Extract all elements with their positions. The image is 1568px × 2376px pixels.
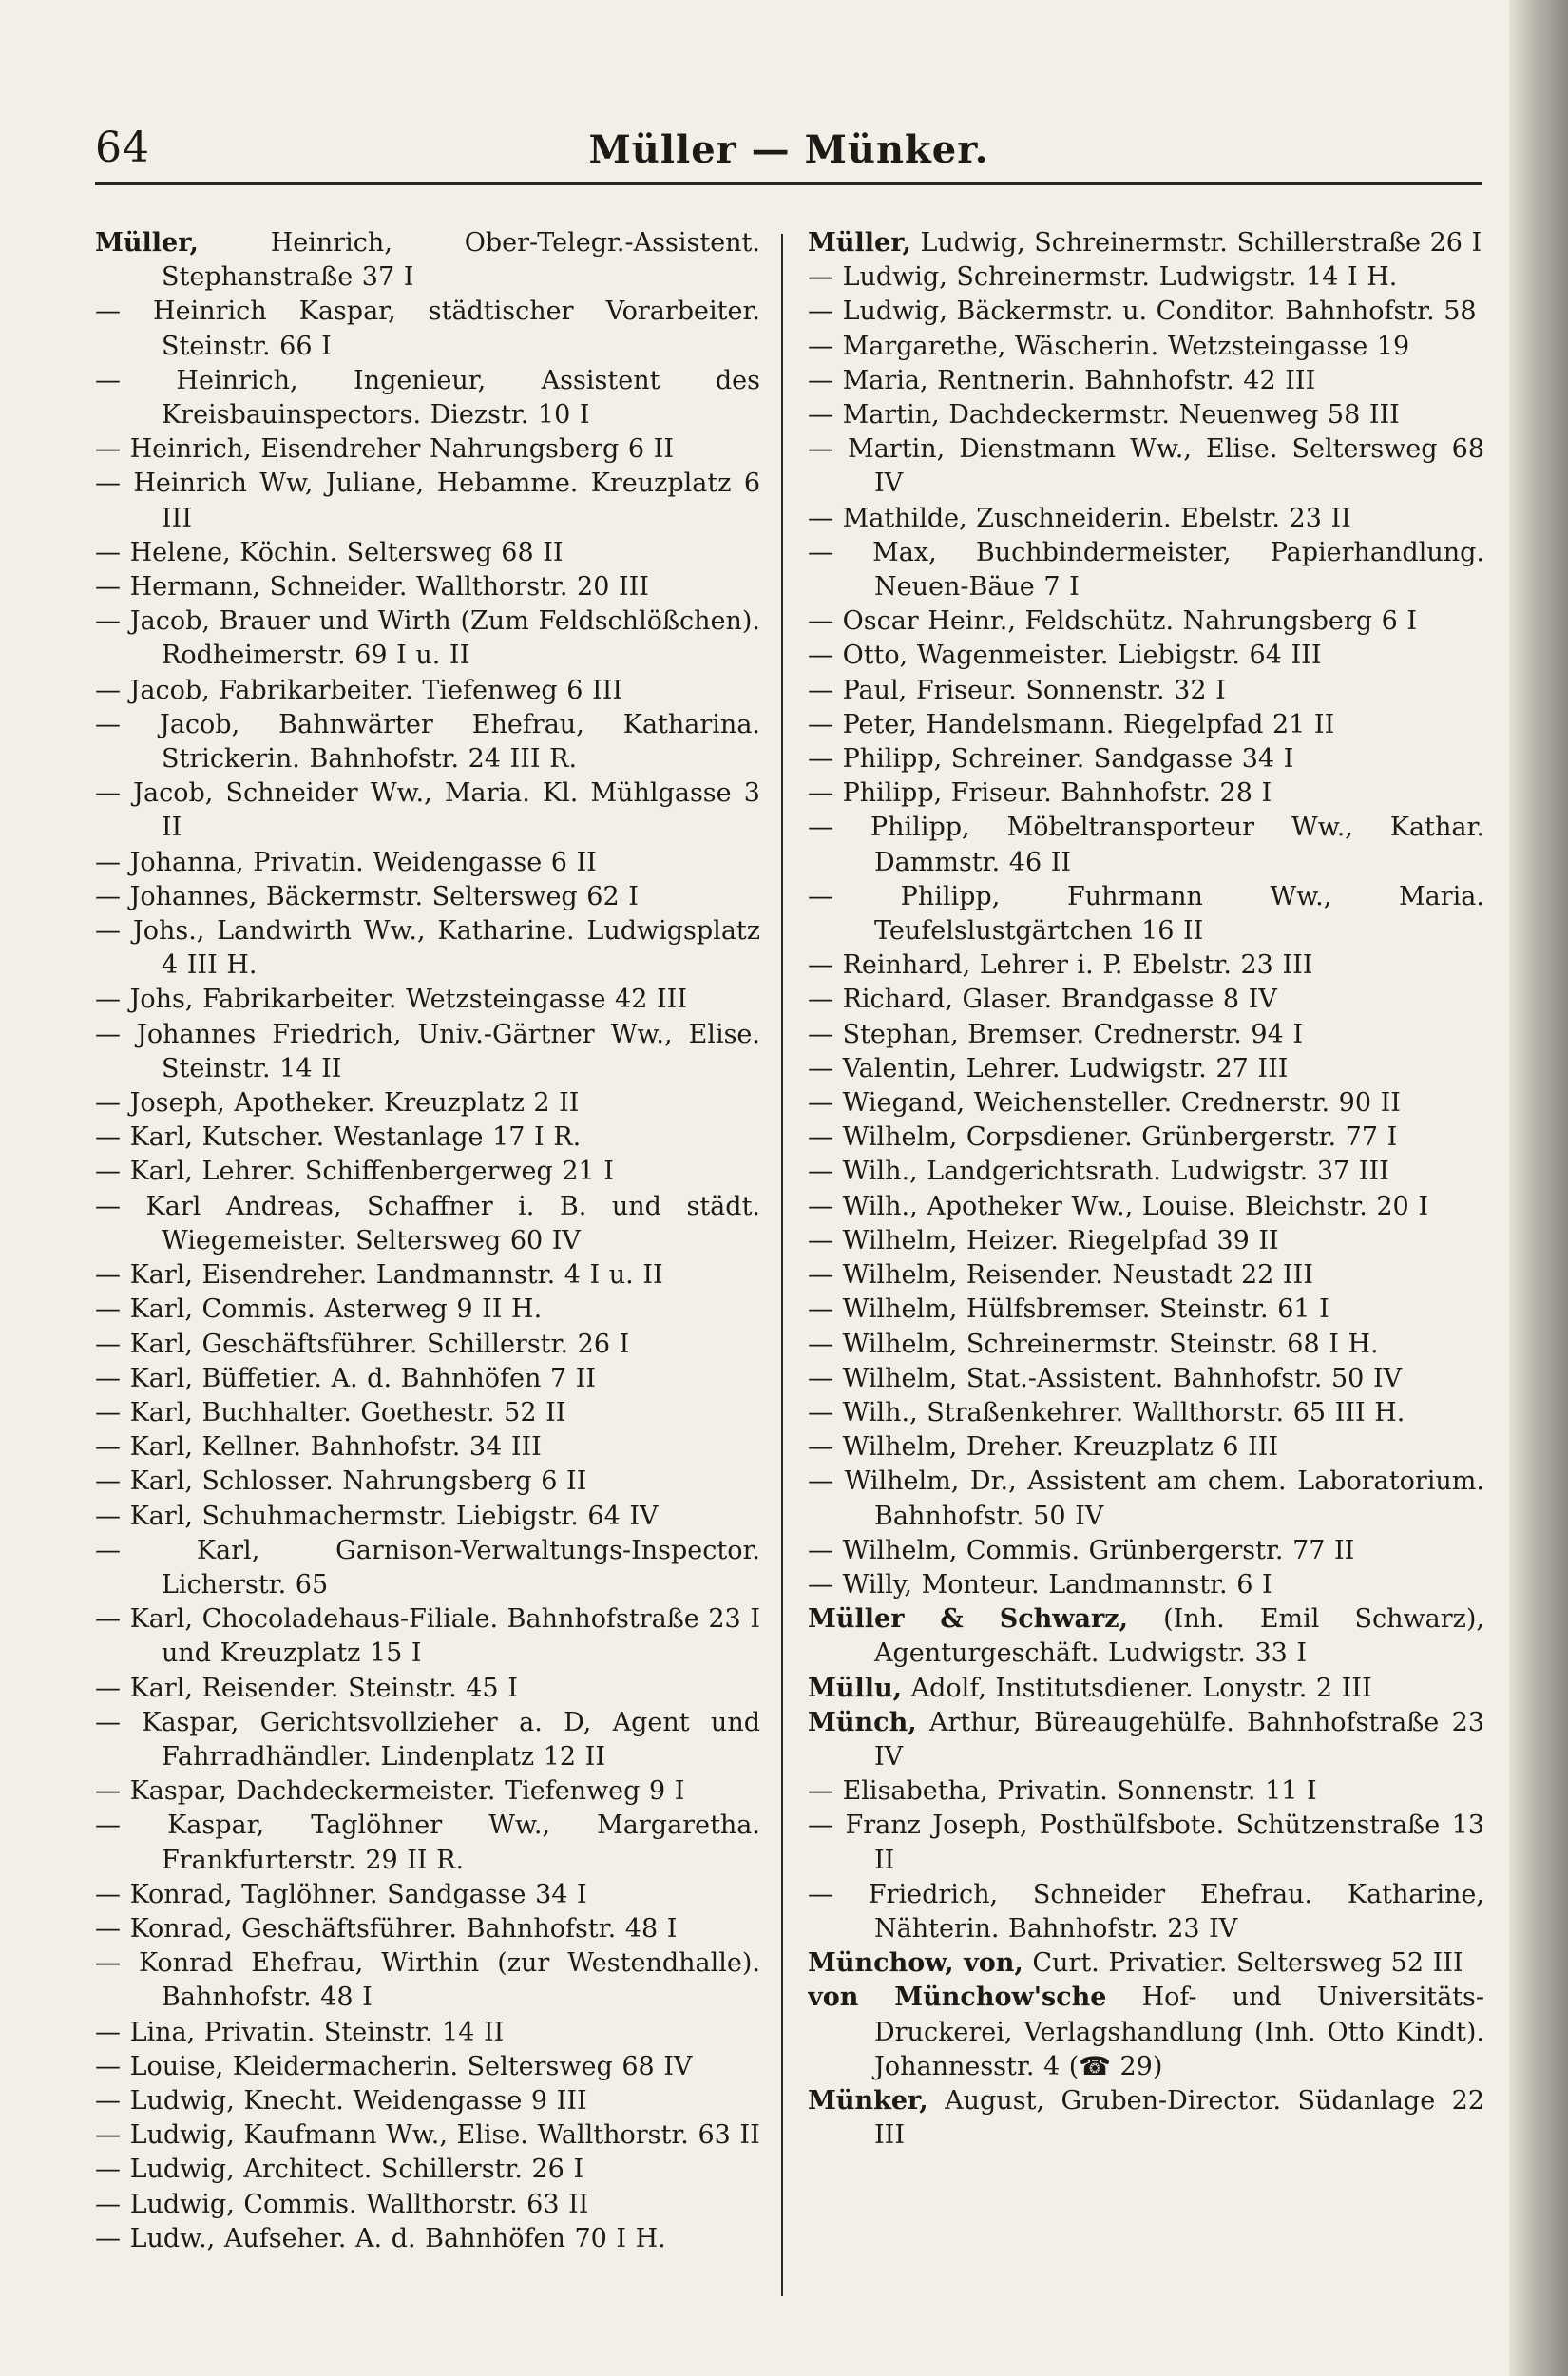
directory-entry: — Lina, Privatin. Steinstr. 14 II	[95, 2017, 505, 2047]
directory-entry: — Philipp, Fuhrmann Ww., Maria. Teufelslustgärtchen 16 II	[808, 881, 1484, 947]
entry-text: Ludwig, Schreinermstr. Schillerstraße 26 I	[910, 228, 1482, 258]
directory-entry: — Oscar Heinr., Feldschütz. Nahrungsberg 6 I	[808, 606, 1418, 637]
directory-entry: — Karl, Commis. Asterweg 9 II H.	[95, 1294, 543, 1325]
entry-surname: Müllu,	[808, 1673, 903, 1703]
directory-entry	[95, 226, 760, 295]
page-header	[95, 114, 1482, 181]
entry-text: Heinrich, Ober-Telegr.-Assistent. Stephanstraße 37 I	[162, 228, 760, 293]
directory-entry: — Heinrich Kaspar, städtischer Vorarbeiter. Steinstr. 66 I	[95, 297, 760, 361]
directory-entry: — Max, Buchbindermeister, Papierhandlung. Neuen-Bäue 7 I	[808, 537, 1484, 603]
directory-entry: — Konrad Ehefrau, Wirthin (zur Westendhalle). Bahnhofstr. 48 I	[95, 1948, 760, 2013]
directory-entry: — Kaspar, Gerichtsvollzieher a. D, Agent und Fahrradhändler. Lindenplatz 12 II	[95, 1707, 760, 1772]
directory-entry: — Wilhelm, Commis. Grünbergerstr. 77 II	[808, 1535, 1355, 1565]
directory-entry: — Karl, Kutscher. Westanlage 17 I R.	[95, 1122, 582, 1153]
directory-entry: — Johs, Fabrikarbeiter. Wetzsteingasse 42 III	[95, 985, 687, 1015]
directory-entry: — Karl, Kellner. Bahnhofstr. 34 III	[95, 1432, 542, 1463]
page-number: 64	[95, 124, 150, 172]
right-column	[808, 226, 1484, 2300]
entry-text: Curt. Privatier. Seltersweg 52 III	[1023, 1948, 1463, 1979]
entry-text: Adolf, Institutsdiener. Lonystr. 2 III	[902, 1673, 1372, 1703]
directory-entry: — Karl, Chocoladehaus-Filiale. Bahnhofstraße 23 I und Kreuzplatz 15 I	[95, 1604, 760, 1669]
directory-entry: — Otto, Wagenmeister. Liebigstr. 64 III	[808, 641, 1322, 671]
directory-entry: — Wiegand, Weichensteller. Crednerstr. 90 II	[808, 1088, 1401, 1119]
directory-entry: — Karl, Schuhmachermstr. Liebigstr. 64 IV	[95, 1501, 659, 1531]
directory-entry: — Martin, Dachdeckermstr. Neuenweg 58 III	[808, 400, 1400, 431]
directory-entry: — Karl, Buchhalter. Goethestr. 52 II	[95, 1397, 566, 1428]
directory-entry	[808, 1946, 1484, 1981]
directory-entry: — Ludwig, Bäckermstr. u. Conditor. Bahnhofstr. 58	[808, 297, 1477, 327]
directory-entry: — Johanna, Privatin. Weidengasse 6 II	[95, 847, 597, 877]
directory-entry: — Johannes Friedrich, Univ.-Gärtner Ww., Elise. Steinstr. 14 II	[95, 1019, 760, 1083]
directory-entry: — Karl, Lehrer. Schiffenbergerweg 21 I	[95, 1157, 614, 1187]
directory-entry: — Ludwig, Schreinermstr. Ludwigstr. 14 I H.	[808, 262, 1398, 293]
header-rule	[95, 182, 1482, 185]
directory-entry: — Wilhelm, Reisender. Neustadt 22 III	[808, 1260, 1313, 1291]
directory-entry: — Wilhelm, Dr., Assistent am chem. Laboratorium. Bahnhofstr. 50 IV	[808, 1466, 1484, 1531]
directory-entry: — Wilhelm, Heizer. Riegelpfad 39 II	[808, 1225, 1279, 1255]
directory-entry: — Ludwig, Kaufmann Ww., Elise. Wallthorstr. 63 II	[95, 2120, 760, 2151]
directory-entry: — Louise, Kleidermacherin. Seltersweg 68 IV	[95, 2051, 693, 2081]
directory-entry: — Wilhelm, Stat.-Assistent. Bahnhofstr. 50 IV	[808, 1363, 1403, 1393]
directory-entry: — Philipp, Friseur. Bahnhofstr. 28 I	[808, 778, 1272, 809]
directory-entry: — Ludwig, Commis. Wallthorstr. 63 II	[95, 2189, 589, 2219]
directory-entry: — Konrad, Geschäftsführer. Bahnhofstr. 48 I	[95, 1913, 678, 1944]
directory-entry: — Paul, Friseur. Sonnenstr. 32 I	[808, 675, 1226, 705]
directory-entry: — Wilhelm, Corpsdiener. Grünbergerstr. 77 I	[808, 1122, 1398, 1153]
directory-entry: — Karl, Reisender. Steinstr. 45 I	[95, 1673, 518, 1703]
directory-entry: — Mathilde, Zuschneiderin. Ebelstr. 23 II	[808, 503, 1351, 533]
directory-entry: — Karl, Schlosser. Nahrungsberg 6 II	[95, 1466, 587, 1497]
directory-entry	[808, 2084, 1484, 2153]
directory-entry: — Jacob, Bahnwärter Ehefrau, Katharina. Strickerin. Bahnhofstr. 24 III R.	[95, 709, 760, 775]
directory-entry: — Reinhard, Lehrer i. P. Ebelstr. 23 III	[808, 950, 1313, 981]
directory-entry: — Franz Joseph, Posthülfsbote. Schützenstraße 13 II	[808, 1811, 1484, 1875]
column-divider	[781, 234, 783, 2296]
directory-entry: — Ludwig, Knecht. Weidengasse 9 III	[95, 2085, 587, 2116]
left-column	[95, 226, 760, 2300]
directory-entry: — Johannes, Bäckermstr. Seltersweg 62 I	[95, 881, 639, 911]
directory-entry: — Konrad, Taglöhner. Sandgasse 34 I	[95, 1879, 587, 1909]
entry-surname: Müller & Schwarz,	[808, 1604, 1128, 1635]
directory-entry: — Joseph, Apotheker. Kreuzplatz 2 II	[95, 1088, 580, 1119]
directory-entry: — Karl, Geschäftsführer. Schillerstr. 26 I	[95, 1329, 630, 1359]
directory-entry: — Heinrich, Ingenieur, Assistent des Kreisbauinspectors. Diezstr. 10 I	[95, 365, 760, 431]
directory-entry	[808, 1981, 1484, 2084]
directory-entry: — Peter, Handelsmann. Riegelpfad 21 II	[808, 709, 1335, 739]
directory-entry: — Karl Andreas, Schaffner i. B. und städt. Wiegemeister. Seltersweg 60 IV	[95, 1191, 760, 1255]
directory-entry: — Kaspar, Taglöhner Ww., Margaretha. Frankfurterstr. 29 II R.	[95, 1811, 760, 1875]
directory-entry: — Willy, Monteur. Landmannstr. 6 I	[808, 1569, 1272, 1600]
directory-entry: — Jacob, Fabrikarbeiter. Tiefenweg 6 III	[95, 675, 623, 705]
directory-entry: — Friedrich, Schneider Ehefrau. Katharine, Nähterin. Bahnhofstr. 23 IV	[808, 1879, 1484, 1944]
directory-entry	[808, 226, 1484, 260]
directory-entry: — Wilh., Landgerichtsrath. Ludwigstr. 37 III	[808, 1157, 1389, 1187]
directory-entry: — Margarethe, Wäscherin. Wetzsteingasse 19	[808, 331, 1410, 361]
directory-entry: — Jacob, Schneider Ww., Maria. Kl. Mühlgasse 3 II	[95, 778, 760, 843]
directory-entry: — Karl, Garnison-Verwaltungs-Inspector. Licherstr. 65	[95, 1535, 760, 1600]
directory-entry: — Heinrich Ww, Juliane, Hebamme. Kreuzplatz 6 III	[95, 469, 760, 533]
directory-entry: — Valentin, Lehrer. Ludwigstr. 27 III	[808, 1053, 1289, 1083]
directory-entry: — Philipp, Schreiner. Sandgasse 34 I	[808, 744, 1294, 775]
entry-text: Arthur, Büreaugehülfe. Bahnhofstraße 23 IV	[874, 1707, 1484, 1772]
entry-surname: von Münchow'sche	[808, 1983, 1107, 2013]
directory-entry: — Johs., Landwirth Ww., Katharine. Ludwigsplatz 4 III H.	[95, 916, 760, 981]
directory-entry: — Wilhelm, Dreher. Kreuzplatz 6 III	[808, 1432, 1279, 1463]
directory-entry: — Heinrich, Eisendreher Nahrungsberg 6 II	[95, 434, 675, 465]
directory-entry: — Ludw., Aufseher. A. d. Bahnhöfen 70 I H.	[95, 2223, 666, 2253]
entry-surname: Münch,	[808, 1707, 917, 1737]
directory-entry: — Karl, Büffetier. A. d. Bahnhöfen 7 II	[95, 1363, 597, 1393]
directory-entry: — Stephan, Bremser. Crednerstr. 94 I	[808, 1019, 1304, 1049]
directory-entry: — Wilh., Apotheker Ww., Louise. Bleichstr. 20 I	[808, 1191, 1428, 1221]
entry-surname: Münchow, von,	[808, 1948, 1023, 1979]
directory-entry	[808, 1602, 1484, 1671]
directory-entry: — Wilh., Straßenkehrer. Wallthorstr. 65 III H.	[808, 1397, 1405, 1428]
running-title: Müller — Münker.	[588, 127, 989, 172]
directory-entry	[808, 1706, 1484, 1774]
entry-text: (Inh. Emil Schwarz), Agenturgeschäft. Ludwigstr. 33 I	[874, 1604, 1484, 1669]
entry-surname: Müller,	[808, 228, 911, 258]
directory-entry: — Maria, Rentnerin. Bahnhofstr. 42 III	[808, 365, 1316, 395]
directory-entry: — Wilhelm, Hülfsbremser. Steinstr. 61 I	[808, 1294, 1329, 1325]
directory-entry: — Jacob, Brauer und Wirth (Zum Feldschlößchen). Rodheimerstr. 69 I u. II	[95, 606, 760, 671]
directory-entry: — Wilhelm, Schreinermstr. Steinstr. 68 I H.	[808, 1329, 1379, 1359]
directory-entry: — Karl, Eisendreher. Landmannstr. 4 I u. II	[95, 1260, 663, 1291]
directory-entry	[808, 1672, 1484, 1706]
entry-surname: Müller,	[95, 228, 199, 258]
directory-entry: — Helene, Köchin. Seltersweg 68 II	[95, 537, 564, 567]
page-edge-shadow	[1509, 0, 1568, 2376]
directory-entry: — Ludwig, Architect. Schillerstr. 26 I	[95, 2155, 584, 2185]
directory-entry: — Kaspar, Dachdeckermeister. Tiefenweg 9 I	[95, 1776, 685, 1807]
directory-entry: — Elisabetha, Privatin. Sonnenstr. 11 I	[808, 1776, 1317, 1807]
entry-text: Hof- und Universitäts-Druckerei, Verlagshandlung (Inh. Otto Kindt). Johannesstr. 4 (☎ 29)	[874, 1983, 1484, 2081]
directory-entry: — Hermann, Schneider. Wallthorstr. 20 III	[95, 572, 649, 603]
entry-surname: Münker,	[808, 2085, 928, 2116]
entry-text: August, Gruben-Director. Südanlage 22 III	[874, 2085, 1484, 2151]
directory-entry: — Philipp, Möbeltransporteur Ww., Kathar. Dammstr. 46 II	[808, 813, 1484, 877]
directory-entry: — Richard, Glaser. Brandgasse 8 IV	[808, 985, 1277, 1015]
directory-entry: — Martin, Dienstmann Ww., Elise. Seltersweg 68 IV	[808, 434, 1484, 499]
